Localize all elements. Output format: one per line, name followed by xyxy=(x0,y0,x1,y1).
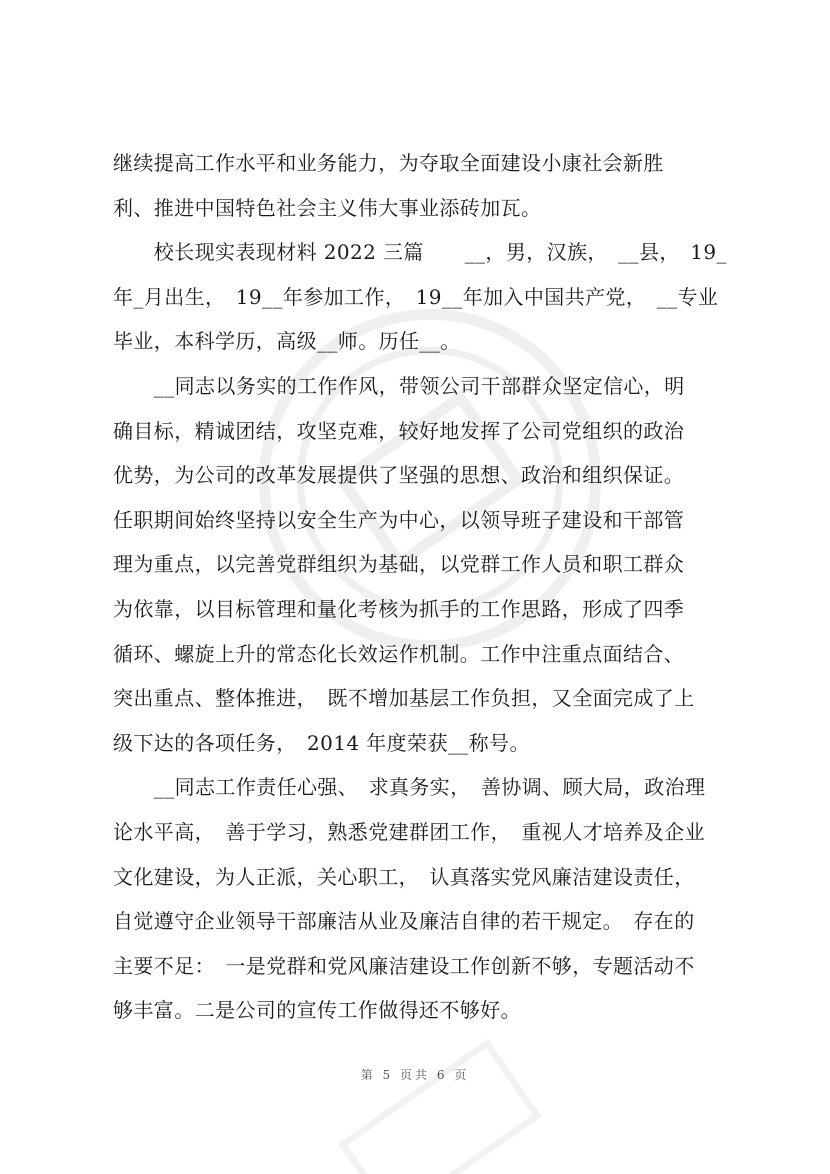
body-text xyxy=(113,141,743,1033)
text-line: 年_月出生， 19__年参加工作， 19__年加入中国共产党， __专业 xyxy=(113,284,719,309)
text-line: 利、推进中国特色社会主义伟大事业添砖加瓦。 xyxy=(113,195,542,220)
text-line: 确目标，精诚团结，攻坚克难，较好地发挥了公司党组织的政治 xyxy=(113,418,685,443)
text-line: 优势，为公司的改革发展提供了坚强的思想、政治和组织保证。 xyxy=(113,463,685,488)
watermark-logo-bottom xyxy=(310,1010,571,1174)
text-line: 校长现实表现材料 2022 三篇 __，男，汉族， __县， 19_ xyxy=(113,240,727,265)
text-line: 论水平高， 善于学习，熟悉党建群团工作， 重视人才培养及企业 xyxy=(113,819,705,844)
page-number-footer: 第 5 页共 6 页 xyxy=(360,1068,470,1082)
text-line: 任职期间始终坚持以安全生产为中心，以领导班子建设和干部管 xyxy=(113,507,685,532)
text-line: 自觉遵守企业领导干部廉洁从业及廉洁自律的若干规定。 存在的 xyxy=(113,909,695,934)
text-line: 毕业，本科学历，高级__师。历任__。 xyxy=(113,329,461,354)
text-line: 主要不足： 一是党群和党风廉洁建设工作创新不够，专题活动不 xyxy=(113,953,695,978)
text-line: 够丰富。二是公司的宣传工作做得还不够好。 xyxy=(113,998,521,1023)
text-line: __同志工作责任心强、 求真务实， 善协调、顾大局，政治理 xyxy=(113,775,706,800)
text-line: 继续提高工作水平和业务能力，为夺取全面建设小康社会新胜 xyxy=(113,151,664,175)
text-line: 文化建设，为人正派，关心职工， 认真落实党风廉洁建设责任， xyxy=(113,864,695,889)
text-line: 突出重点、整体推进， 既不增加基层工作负担，又全面完成了上 xyxy=(113,686,695,711)
text-line: 循环、螺旋上升的常态化长效运作机制。工作中注重点面结合、 xyxy=(113,641,685,666)
text-line: 为依靠，以目标管理和量化考核为抓手的工作思路，形成了四季 xyxy=(113,596,685,621)
text-line: __同志以务实的工作作风，带领公司干部群众坚定信心，明 xyxy=(113,373,685,398)
text-line: 理为重点，以完善党群组织为基础，以党群工作人员和职工群众 xyxy=(113,552,685,577)
text-line: 级下达的各项任务， 2014 年度荣获__称号。 xyxy=(113,730,530,755)
